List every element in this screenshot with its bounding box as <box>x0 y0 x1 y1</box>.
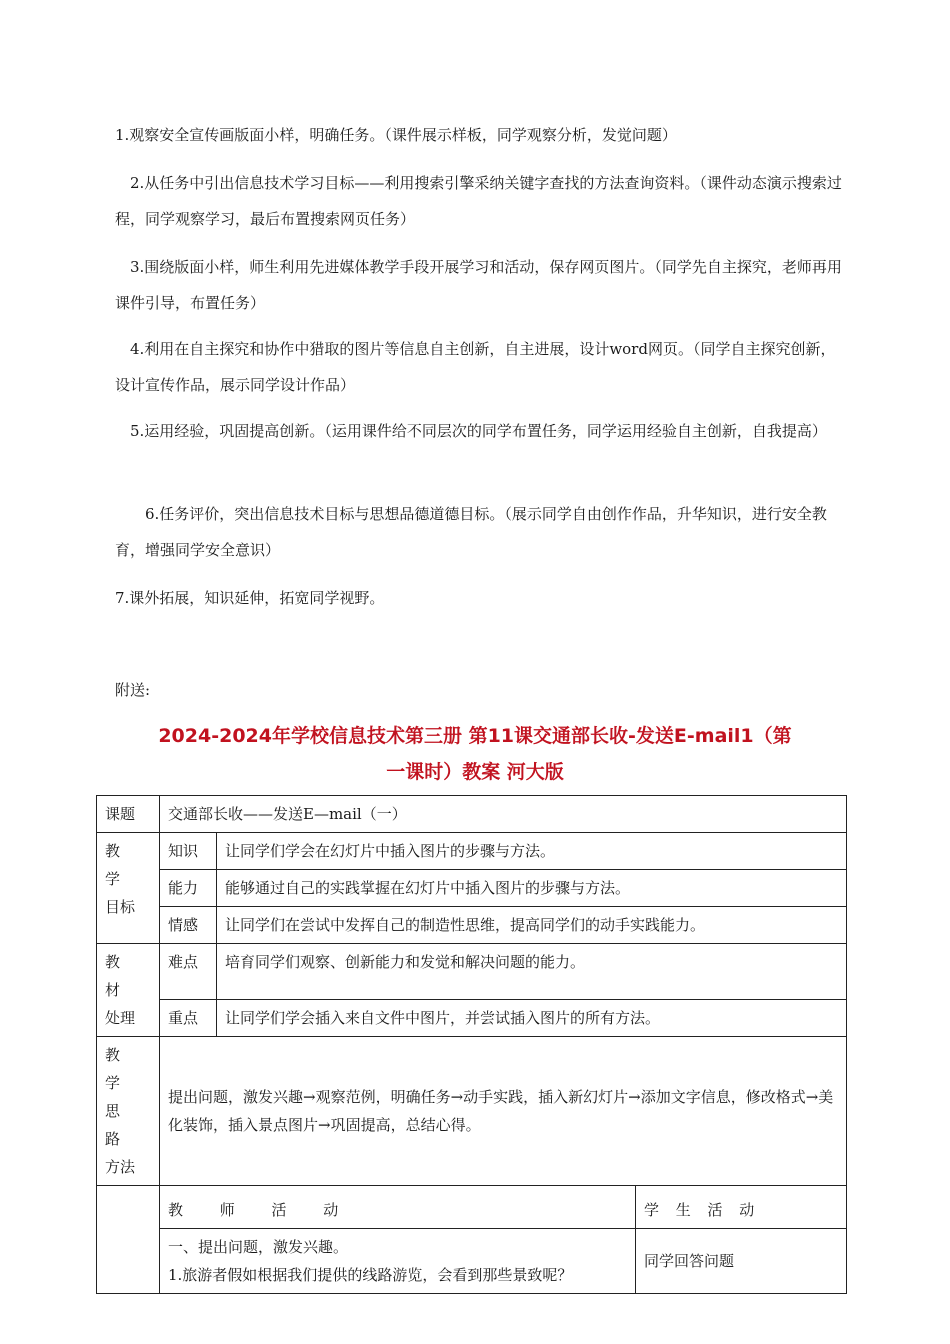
appendix-label: 附送: <box>115 681 151 699</box>
ability-text: 能够通过自己的实践掌握在幻灯片中插入图片的步骤与方法。 <box>217 870 847 907</box>
table-row <box>97 833 847 870</box>
difficulty-label: 难点 <box>160 944 217 1000</box>
step-5: 5.运用经验，巩固提高创新。（运用课件给不同层次的同学布置任务，同学运用经验自主创新，自我提高） <box>130 422 827 440</box>
table-row <box>97 1186 847 1229</box>
method-label-line-2: 思 路 <box>105 1102 137 1148</box>
step-7: 7.课外拓展，知识延伸，拓宽同学视野。 <box>115 589 385 607</box>
material-label-line-1: 教 材 <box>105 953 137 999</box>
goals-label-line-1: 教 学 <box>105 842 137 888</box>
table-row <box>97 944 847 1000</box>
key-label: 重点 <box>160 1000 217 1037</box>
table-row <box>97 1229 847 1294</box>
table-row <box>97 796 847 833</box>
table-row <box>97 1037 847 1186</box>
title-line-1: 2024-2024年学校信息技术第三册 第11课交通部长收-发送E-mail1（第 <box>158 725 792 747</box>
material-label-line-2: 处理 <box>105 1009 136 1027</box>
step-6: 6.任务评价，突出信息技术目标与思想品德道德目标。（展示同学自由创作作品，升华知识，进行安全教育，增强同学安全意识） <box>115 505 827 559</box>
key-text: 让同学们学会插入来自文件中图片，并尝试插入图片的所有方法。 <box>217 1000 847 1037</box>
knowledge-label: 知识 <box>160 833 217 870</box>
empty-cell <box>97 1186 160 1294</box>
method-text: 提出问题，激发兴趣→观察范例，明确任务→动手实践，插入新幻灯片→添加文字信息，修改格式→美化装饰，插入景点图片→巩固提高，总结心得。 <box>160 1037 847 1186</box>
knowledge-text: 让同学们学会在幻灯片中插入图片的步骤与方法。 <box>217 833 847 870</box>
emotion-text: 让同学们在尝试中发挥自己的制造性思维，提高同学们的动手实践能力。 <box>217 907 847 944</box>
table-row <box>97 870 847 907</box>
lesson-plan-table <box>96 795 847 1294</box>
step-3: 3.围绕版面小样，师生利用先进媒体教学手段开展学习和活动，保存网页图片。（同学先自主探究，老师再用课件引导，布置任务） <box>115 258 842 312</box>
method-label-line-3: 方法 <box>105 1158 136 1176</box>
emotion-label: 情感 <box>160 907 217 944</box>
teacher-activity-content <box>160 1229 636 1294</box>
topic-value: 交通部长收——发送E—mail（一） <box>160 796 847 833</box>
table-row <box>97 1000 847 1037</box>
material-label <box>97 944 160 1037</box>
step-2: 2.从任务中引出信息技术学习目标——利用搜索引擎采纳关键字查找的方法查询资料。（课件动态演示搜索过程，同学观察学习，最后布置搜索网页任务） <box>115 174 842 228</box>
document-title <box>100 718 850 790</box>
title-line-2: 一课时）教案 河大版 <box>386 761 564 783</box>
ability-label: 能力 <box>160 870 217 907</box>
student-header-text: 学 生 活 动 <box>644 1201 761 1219</box>
step-1: 1.观察安全宣传画版面小样，明确任务。（课件展示样板，同学观察分析，发觉问题） <box>115 126 677 144</box>
step-4: 4.利用在自主探究和协作中猎取的图片等信息自主创新，自主进展，设计word网页。（同学自主探究创新，设计宣传作品，展示同学设计作品） <box>115 340 836 394</box>
teacher-activity-header <box>160 1186 636 1229</box>
teacher-row-1: 一、提出问题，激发兴趣。 <box>168 1238 349 1256</box>
student-activity-header <box>636 1186 847 1229</box>
goals-label-line-2: 目标 <box>105 898 136 916</box>
difficulty-text: 培育同学们观察、创新能力和发觉和解决问题的能力。 <box>217 944 847 1000</box>
method-label <box>97 1037 160 1186</box>
student-activity-content: 同学回答问题 <box>636 1229 847 1294</box>
method-label-line-1: 教 学 <box>105 1046 137 1092</box>
topic-label: 课题 <box>97 796 160 833</box>
table-row <box>97 907 847 944</box>
teacher-row-2: 1.旅游者假如根据我们提供的线路游览，会看到那些景致呢？ <box>168 1266 573 1284</box>
teacher-header-text: 教 师 活 动 <box>168 1201 355 1219</box>
goals-label <box>97 833 160 944</box>
